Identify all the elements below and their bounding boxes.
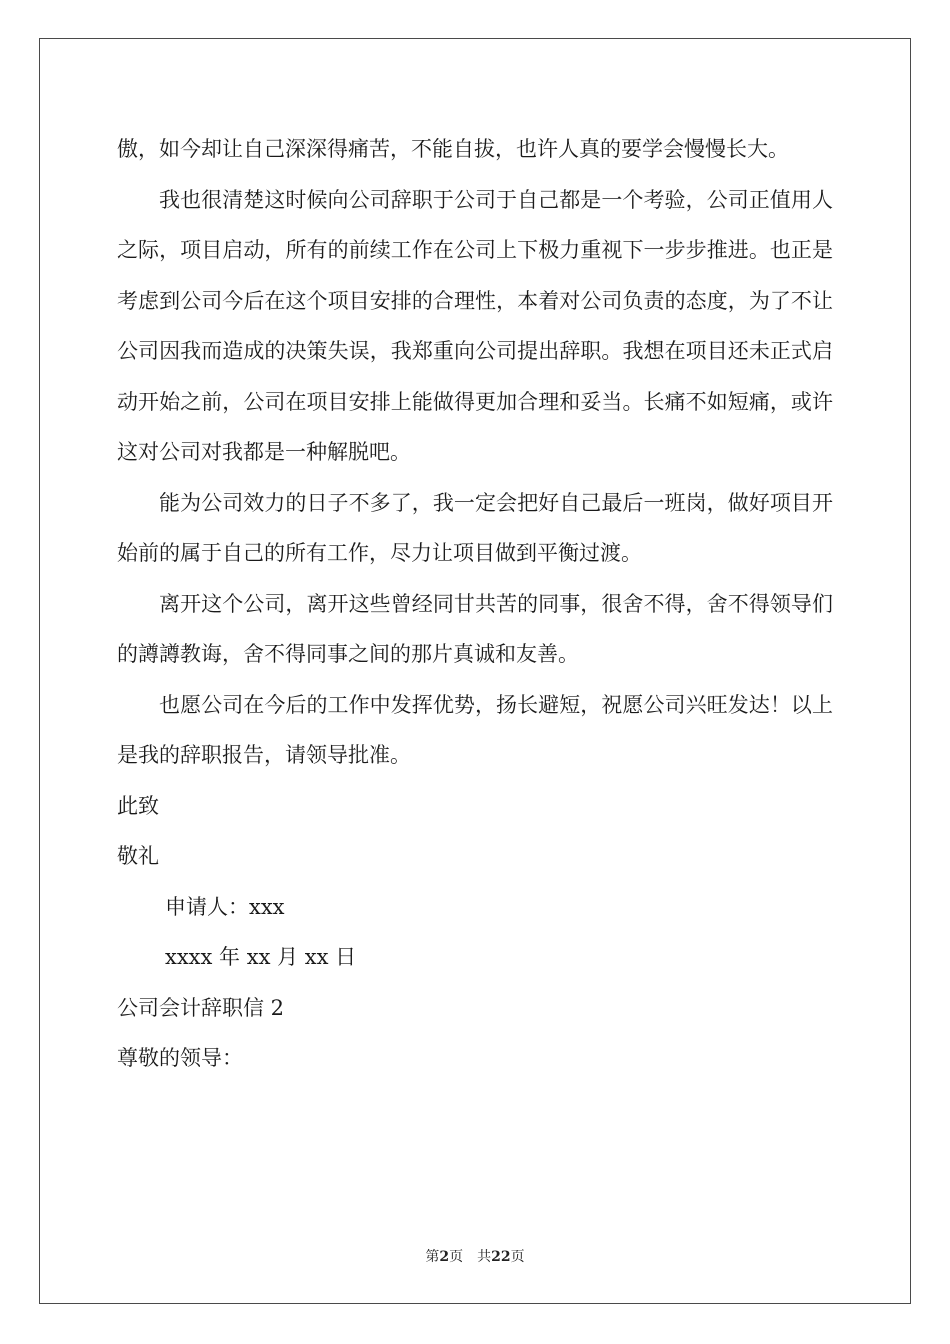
page-footer — [0, 1246, 950, 1266]
paragraph-farewell: 离开这个公司，离开这些曾经同甘共苦的同事，很舍不得，舍不得领导们的譐譐教诲，舍不得同事之间的那片真诚和友善。 — [117, 591, 833, 666]
date-line: xxxx 年 xx 月 xx 日 — [165, 945, 357, 969]
paragraph-continuation: 傲，如今却让自己深深得痛苦，不能自拔，也许人真的要学会慢慢长大。 — [117, 137, 789, 161]
footer-mid: 页 共 — [449, 1249, 492, 1265]
footer-page-number: 2 — [439, 1249, 450, 1265]
next-letter-title: 公司会计辞职信 2 — [117, 995, 285, 1020]
document-body — [117, 124, 833, 1084]
paragraph-last-duty: 能为公司效力的日子不多了，我一定会把好自己最后一班岗，做好项目开始前的属于自己的所有工作，尽力让项目做到平衡过渡。 — [117, 490, 833, 565]
paragraph-wishes: 也愿公司在今后的工作中发挥优势，扬长避短，祝愿公司兴旺发达！以上是我的辞职报告，请领导批准。 — [117, 692, 833, 767]
next-letter-greeting: 尊敬的领导： — [117, 1046, 243, 1070]
salutation-jing-li: 敬礼 — [117, 844, 159, 868]
salutation-ci-zhi: 此致 — [117, 793, 159, 818]
paragraph-resignation-reason: 我也很清楚这时候向公司辞职于公司于自己都是一个考验，公司正值用人之际，项目启动，所有的前续工作在公司上下极力重视下一步步推进。也正是考虑到公司今后在这个项目安排的合理性，本着对公司负责的态度，为了不让公司因我而造成的决策失误，我郑重向公司提出辞职。我想在项目还未正式启动开始之前，公司在项目安排上能做得更加合理和妥当。长痛不如短痛，或许这对公司对我都是一种解脱吧。 — [117, 187, 833, 464]
footer-suffix: 页 — [510, 1249, 525, 1265]
footer-prefix: 第 — [425, 1249, 440, 1265]
applicant-line: 申请人：xxx — [165, 894, 285, 919]
footer-total-pages: 22 — [491, 1249, 511, 1265]
